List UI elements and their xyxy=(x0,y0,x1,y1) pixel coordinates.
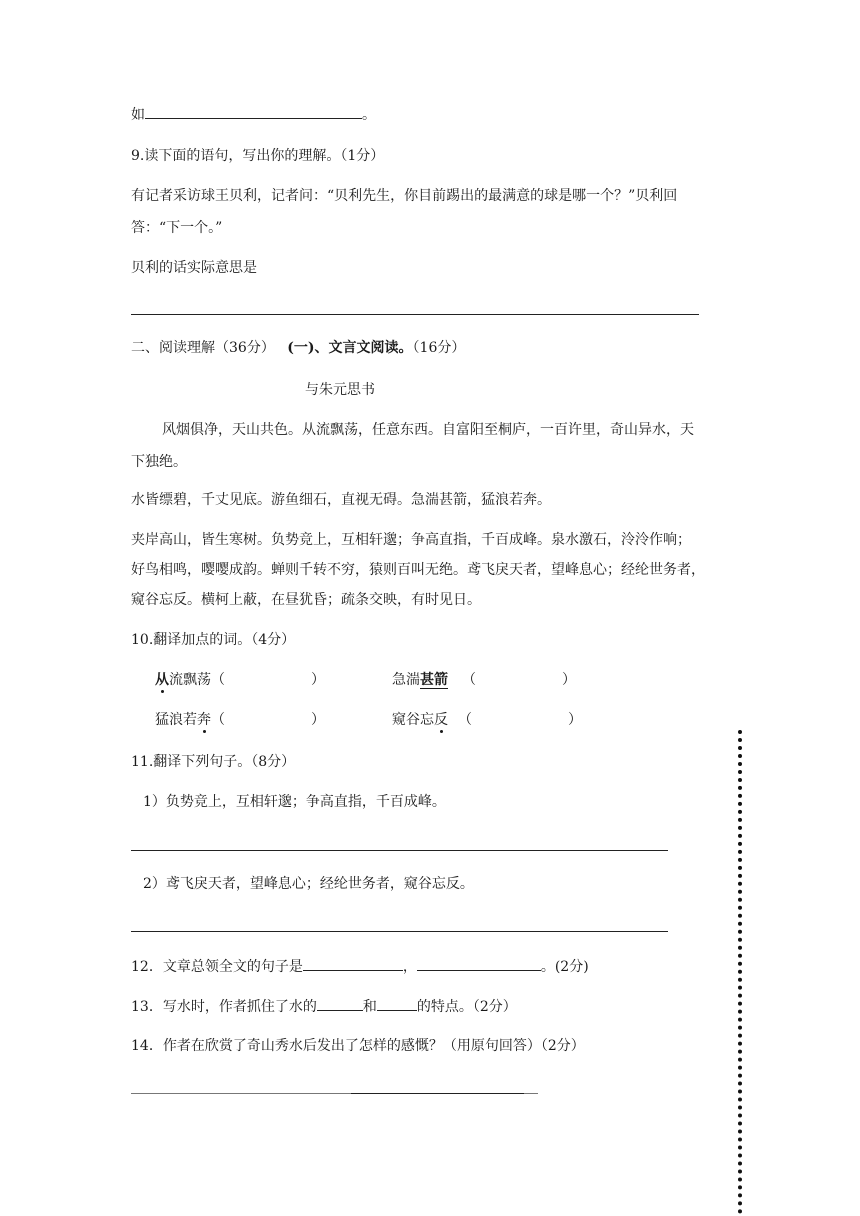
binding-dotted-line xyxy=(738,730,742,1214)
q9-answer-line[interactable] xyxy=(131,314,699,315)
answer-blank-top[interactable] xyxy=(145,104,362,119)
q11-title: 11.翻译下列句子。（8分） xyxy=(131,754,296,770)
q10-item2-open: （ xyxy=(462,672,476,688)
q10-item3 xyxy=(155,710,325,730)
section2-header-bold: (一)、文言文阅读。 xyxy=(287,340,413,356)
q10-item4 xyxy=(392,710,582,730)
q13-post: 的特点。（2分） xyxy=(416,999,517,1015)
q13-pre: 13．写水时，作者抓住了水的 xyxy=(131,999,317,1015)
q13 xyxy=(131,996,517,1017)
q14-answer-line-a[interactable] xyxy=(131,1093,351,1094)
q10-item3-pre: 猛浪若 xyxy=(155,712,197,728)
q10-item4-open: （ xyxy=(458,712,472,728)
q10-item4-close: ） xyxy=(568,712,582,728)
q10-item2-pre: 急湍 xyxy=(392,672,420,688)
q12-post: 。(2分) xyxy=(540,959,589,975)
q14-answer-line-b[interactable] xyxy=(351,1093,524,1094)
q10-item3-close: ） xyxy=(311,712,325,728)
q10-item4-pre: 窥谷忘 xyxy=(392,712,434,728)
passage-para1-line1: 风烟俱净，天山共色。从流飘荡，任意东西。自富阳至桐庐，一百许里，奇山异水，天 xyxy=(162,422,694,438)
section2-header xyxy=(131,338,465,358)
q12-comma: ， xyxy=(402,959,417,975)
q10-item3-dotted: 奔 xyxy=(197,712,211,728)
q10-item1-dotted: 从 xyxy=(155,672,169,688)
top-prefix: 如 xyxy=(131,107,145,123)
q10-item1 xyxy=(155,670,325,690)
q12-pre: 12．文章总领全文的句子是 xyxy=(131,959,303,975)
q10-item2-close: ） xyxy=(562,672,576,688)
passage-para3-line1: 夹岸高山，皆生寒树。负势竞上，互相轩邈；争高直指，千百成峰。泉水激石，泠泠作响； xyxy=(131,532,691,548)
q13-blank2[interactable] xyxy=(377,996,417,1011)
q10-item3-open: （ xyxy=(211,712,225,728)
passage-para2: 水皆缥碧，千丈见底。游鱼细石，直视无碍。急湍甚箭，猛浪若奔。 xyxy=(131,492,551,508)
q11-sentence2: 2）鸢飞戾天者，望峰息心；经纶世务者，窥谷忘反。 xyxy=(143,876,474,892)
q11-answer-line2[interactable] xyxy=(131,931,668,932)
passage-para3-line2: 好鸟相鸣，嘤嘤成韵。蝉则千转不穷，猿则百叫无绝。鸢飞戾天者，望峰息心；经纶世务者， xyxy=(131,562,705,578)
q13-mid: 和 xyxy=(362,999,377,1015)
passage-para1-line2: 下独绝。 xyxy=(131,454,187,470)
q9-title: 9.读下面的语句，写出你的理解。（1分） xyxy=(131,148,385,164)
passage-para3-line3: 窥谷忘反。横柯上蔽，在昼犹昏；疏条交映，有时见日。 xyxy=(131,592,481,608)
q10-item1-close: ） xyxy=(311,672,325,688)
q9-prompt: 贝利的话实际意思是 xyxy=(131,260,257,276)
q13-blank1[interactable] xyxy=(317,996,363,1011)
q9-passage-line1: 有记者采访球王贝利，记者问：“贝利先生，你目前踢出的最满意的球是哪一个？”贝利回 xyxy=(131,188,678,204)
top-suffix: 。 xyxy=(362,107,376,123)
q10-item2 xyxy=(392,670,576,690)
q14-answer-line-c[interactable] xyxy=(524,1093,538,1094)
q11-answer-line1[interactable] xyxy=(131,850,668,851)
q10-item2-underlined: 甚箭 xyxy=(420,672,448,688)
q10-item1-rest: 流飘荡 xyxy=(169,672,211,688)
q12-blank1[interactable] xyxy=(303,956,403,971)
q14-title: 14．作者在欣赏了奇山秀水后发出了怎样的感慨？（用原句回答）（2分） xyxy=(131,1038,585,1054)
section2-header-score: （16分） xyxy=(412,340,466,356)
fill-in-line-top xyxy=(131,104,376,125)
q12-blank2[interactable] xyxy=(417,956,541,971)
passage-title: 与朱元思书 xyxy=(305,382,375,398)
q12 xyxy=(131,956,589,977)
q11-sentence1: 1）负势竞上，互相轩邈；争高直指，千百成峰。 xyxy=(143,794,446,810)
section2-header-plain: 二、阅读理解（36分） xyxy=(131,340,275,356)
q10-item1-open: （ xyxy=(211,672,225,688)
q10-title: 10.翻译加点的词。（4分） xyxy=(131,632,296,648)
q9-passage-line2: 答：“下一个。” xyxy=(131,220,223,236)
q10-item4-dotted: 反 xyxy=(434,712,448,728)
